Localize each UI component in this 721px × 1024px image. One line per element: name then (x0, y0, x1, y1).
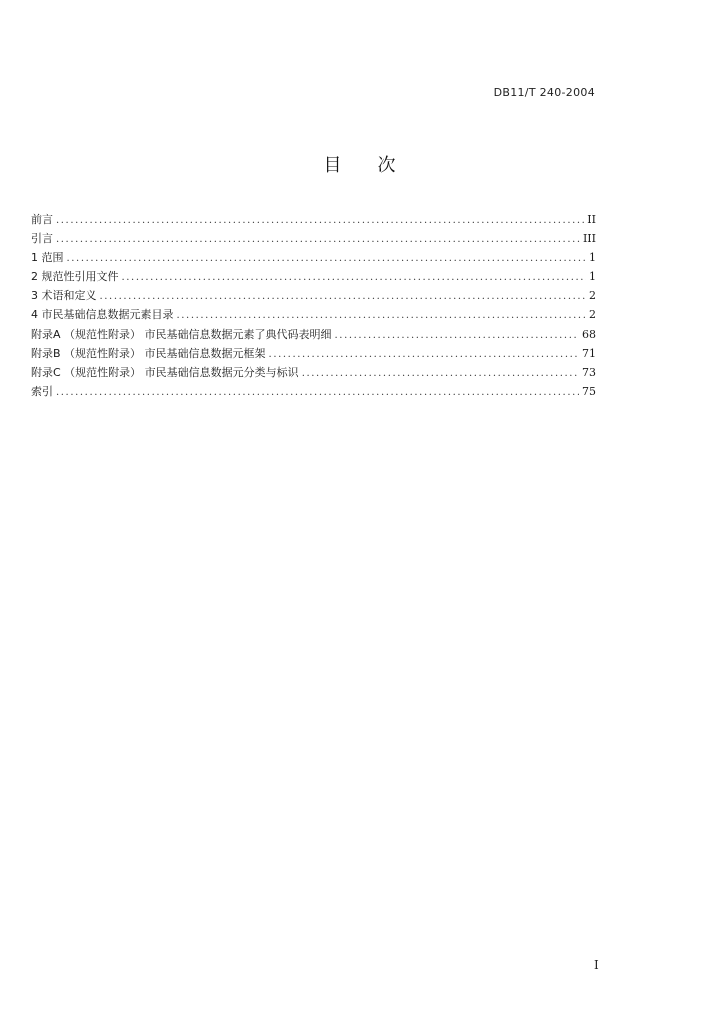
dot-leader (100, 287, 587, 306)
dot-leader (122, 268, 587, 287)
toc-entry-page: II (587, 213, 596, 226)
toc-entry-terms-definitions[interactable] (31, 286, 596, 305)
toc-title (0, 151, 721, 177)
dot-leader (67, 249, 587, 268)
toc-entry-label: 4 市民基础信息数据元素目录 (31, 308, 174, 322)
toc-entry-page: 73 (582, 365, 596, 379)
toc-entry-label: 附录C （规范性附录） 市民基础信息数据元分类与标识 (31, 365, 299, 379)
toc-entry-page: 1 (589, 251, 596, 265)
toc-entry-foreword[interactable] (31, 210, 596, 229)
toc-entry-page: 2 (589, 289, 596, 303)
page-number: I (594, 958, 599, 972)
toc-entry-page: 2 (589, 308, 596, 322)
dot-leader (56, 383, 579, 402)
toc-entry-appendix-a[interactable] (31, 325, 596, 344)
toc-entry-page: 71 (582, 346, 596, 360)
dot-leader (302, 364, 579, 383)
dot-leader (269, 345, 579, 364)
toc-entry-normative-references[interactable] (31, 267, 596, 286)
toc-entry-label: 引言 (31, 232, 53, 246)
toc-entry-page: III (582, 232, 596, 246)
toc-entry-label: 附录B （规范性附录） 市民基础信息数据元框架 (31, 346, 266, 360)
toc-entry-appendix-b[interactable] (31, 344, 596, 363)
toc-entry-index[interactable] (31, 382, 596, 401)
toc-entry-scope[interactable] (31, 248, 596, 267)
toc-entry-label: 前言 (31, 213, 53, 226)
toc-entry-appendix-c[interactable] (31, 363, 596, 382)
toc-entry-page: 1 (589, 270, 596, 284)
toc-title-char-2: 次 (377, 155, 398, 176)
toc-entry-page: 75 (582, 384, 596, 398)
toc-entry-label: 3 术语和定义 (31, 289, 97, 303)
toc-entry-data-element-catalog[interactable] (31, 305, 596, 324)
dot-leader (56, 211, 584, 230)
toc-title-char-1: 目 (323, 155, 344, 176)
standard-code: DB11/T 240-2004 (493, 86, 595, 99)
toc-entry-label: 附录A （规范性附录） 市民基础信息数据元素了典代码表明细 (31, 327, 332, 341)
dot-leader (56, 230, 580, 249)
dot-leader (177, 306, 587, 325)
table-of-contents (31, 210, 596, 401)
toc-entry-introduction[interactable] (31, 229, 596, 248)
toc-entry-label: 1 范围 (31, 251, 64, 265)
dot-leader (335, 326, 579, 345)
toc-entry-label: 索引 (31, 384, 53, 398)
toc-entry-label: 2 规范性引用文件 (31, 270, 119, 284)
toc-entry-page: 68 (582, 327, 596, 341)
